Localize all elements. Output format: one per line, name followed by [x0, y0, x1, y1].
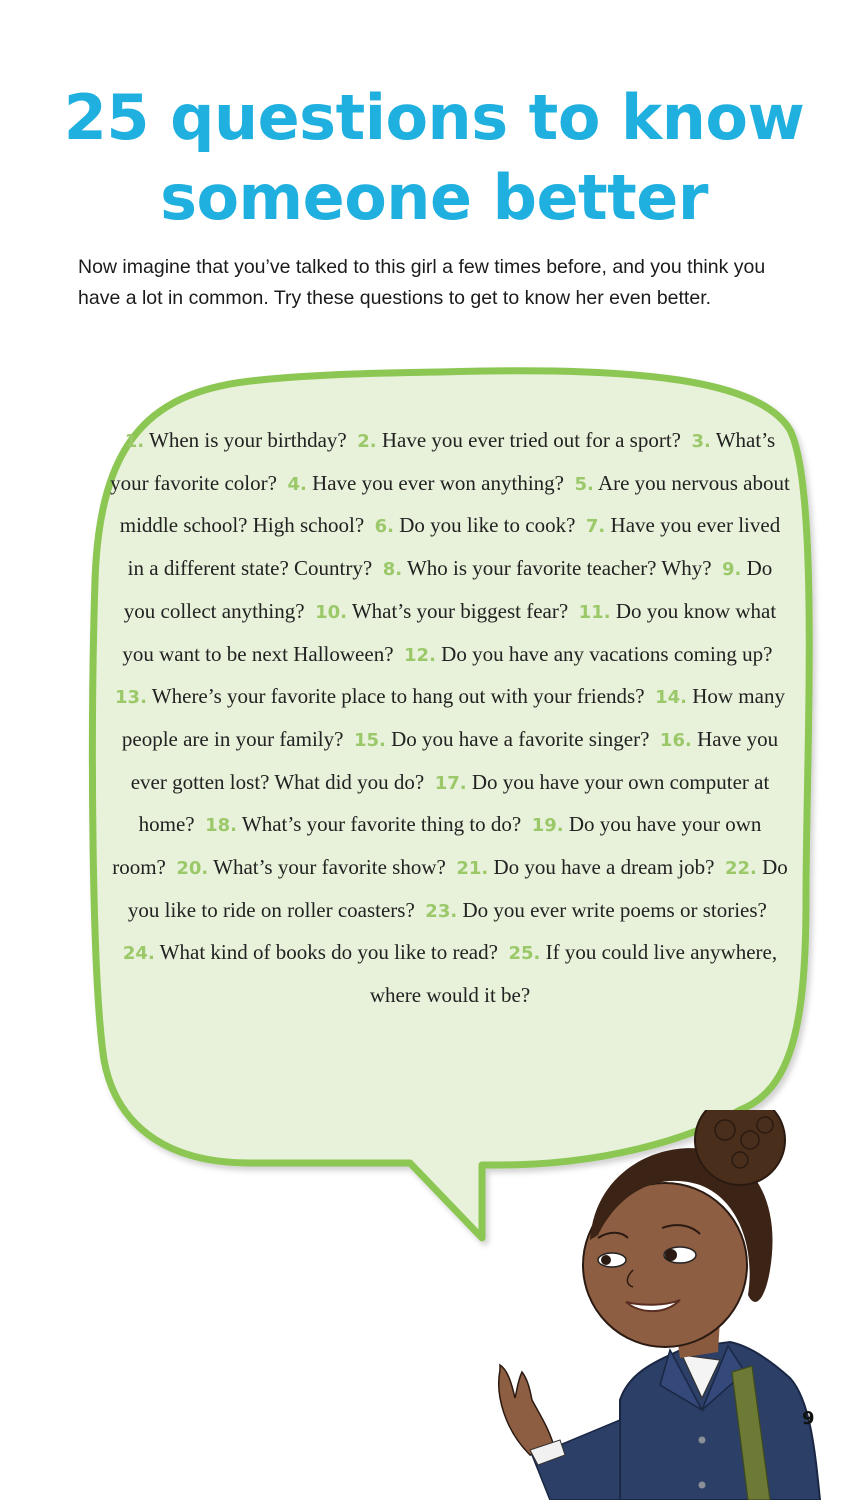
question-number: 21.	[456, 858, 489, 880]
question-item	[115, 684, 645, 708]
intro-paragraph: Now imagine that you’ve talked to this girl a few times before, and you think you have a lot in common. Try these questions to get to know her even better.	[78, 256, 766, 309]
question-text: Are you nervous about middle school? High school?	[119, 470, 790, 538]
question-number: 11.	[578, 601, 611, 623]
question-item	[354, 727, 649, 751]
question-number: 1.	[124, 431, 145, 452]
question-number: 20.	[176, 858, 209, 880]
jacket-button	[699, 1482, 706, 1489]
question-text: What’s your biggest fear?	[351, 598, 569, 623]
questions-list	[110, 420, 790, 1017]
question-number: 7.	[585, 516, 606, 538]
question-text: What kind of books do you like to read?	[159, 940, 498, 965]
question-number: 25.	[508, 943, 541, 965]
question-item	[404, 642, 772, 666]
question-text: Do you collect anything?	[123, 556, 773, 623]
question-number: 6.	[374, 516, 395, 538]
jacket-button	[699, 1437, 706, 1444]
question-number: 17.	[434, 772, 467, 794]
question-number: 19.	[531, 815, 564, 837]
question-number: 24.	[122, 943, 155, 965]
question-item	[375, 513, 576, 537]
raised-hand	[499, 1365, 555, 1455]
question-number: 5.	[574, 473, 594, 495]
question-text: What’s your favorite show?	[213, 855, 446, 880]
question-text: Do you know what you want to be next Halloween?	[122, 598, 777, 666]
page-title	[0, 78, 868, 238]
question-item	[456, 855, 714, 879]
question-number: 10.	[315, 601, 347, 623]
question-number: 15.	[353, 729, 386, 751]
question-number: 14.	[655, 687, 687, 709]
question-number: 18.	[205, 815, 238, 837]
question-text: What’s your favorite color?	[110, 428, 776, 495]
question-number: 16.	[659, 729, 692, 751]
question-item	[315, 599, 568, 623]
question-text: Do you have your own computer at home?	[138, 769, 770, 837]
page-title-line-2: someone better	[160, 161, 708, 234]
question-number: 22.	[724, 858, 757, 880]
question-number: 12.	[404, 644, 436, 666]
question-item	[383, 556, 712, 580]
question-item	[357, 428, 681, 452]
question-text: Who is your favorite teacher? Why?	[406, 556, 712, 581]
question-number: 3.	[691, 431, 711, 452]
question-text: Have you ever won anything?	[312, 470, 564, 495]
question-number: 2.	[357, 431, 377, 452]
question-number: 23.	[425, 900, 458, 922]
question-text: How many people are in your family?	[121, 684, 785, 751]
question-text: Have you ever tried out for a sport?	[381, 428, 681, 452]
question-number: 9.	[722, 559, 742, 581]
question-text: What’s your favorite thing to do?	[241, 812, 522, 837]
question-number: 8.	[382, 559, 403, 581]
question-text: Have you ever gotten lost? What did you do?	[130, 726, 779, 794]
question-text: Have you ever lived in a different state? Country?	[127, 513, 781, 581]
question-text: Do you like to cook?	[399, 513, 576, 538]
question-number: 4.	[287, 473, 307, 495]
question-text: Do you have your own room?	[112, 812, 762, 880]
question-text: Do you have a favorite singer?	[391, 726, 650, 751]
question-text: Where’s your favorite place to hang out with your friends?	[151, 684, 645, 709]
question-item	[125, 428, 347, 452]
girl-illustration	[470, 1110, 868, 1500]
question-item	[287, 471, 564, 495]
question-text: When is your birthday?	[149, 428, 347, 452]
question-item	[425, 898, 767, 922]
question-item	[123, 940, 498, 964]
question-text: Do you have any vacations coming up?	[441, 641, 773, 666]
question-text: Do you like to ride on roller coasters?	[127, 855, 788, 922]
question-text: Do you have a dream job?	[493, 855, 715, 880]
question-item	[176, 855, 445, 879]
question-text: Do you ever write poems or stories?	[462, 897, 767, 922]
page-title-line-1: 25 questions to know	[63, 81, 805, 154]
page-number: 9	[802, 1408, 815, 1429]
question-number: 13.	[115, 687, 147, 709]
question-text: If you could live anywhere, where would it be?	[369, 940, 778, 1008]
question-item	[205, 812, 521, 836]
